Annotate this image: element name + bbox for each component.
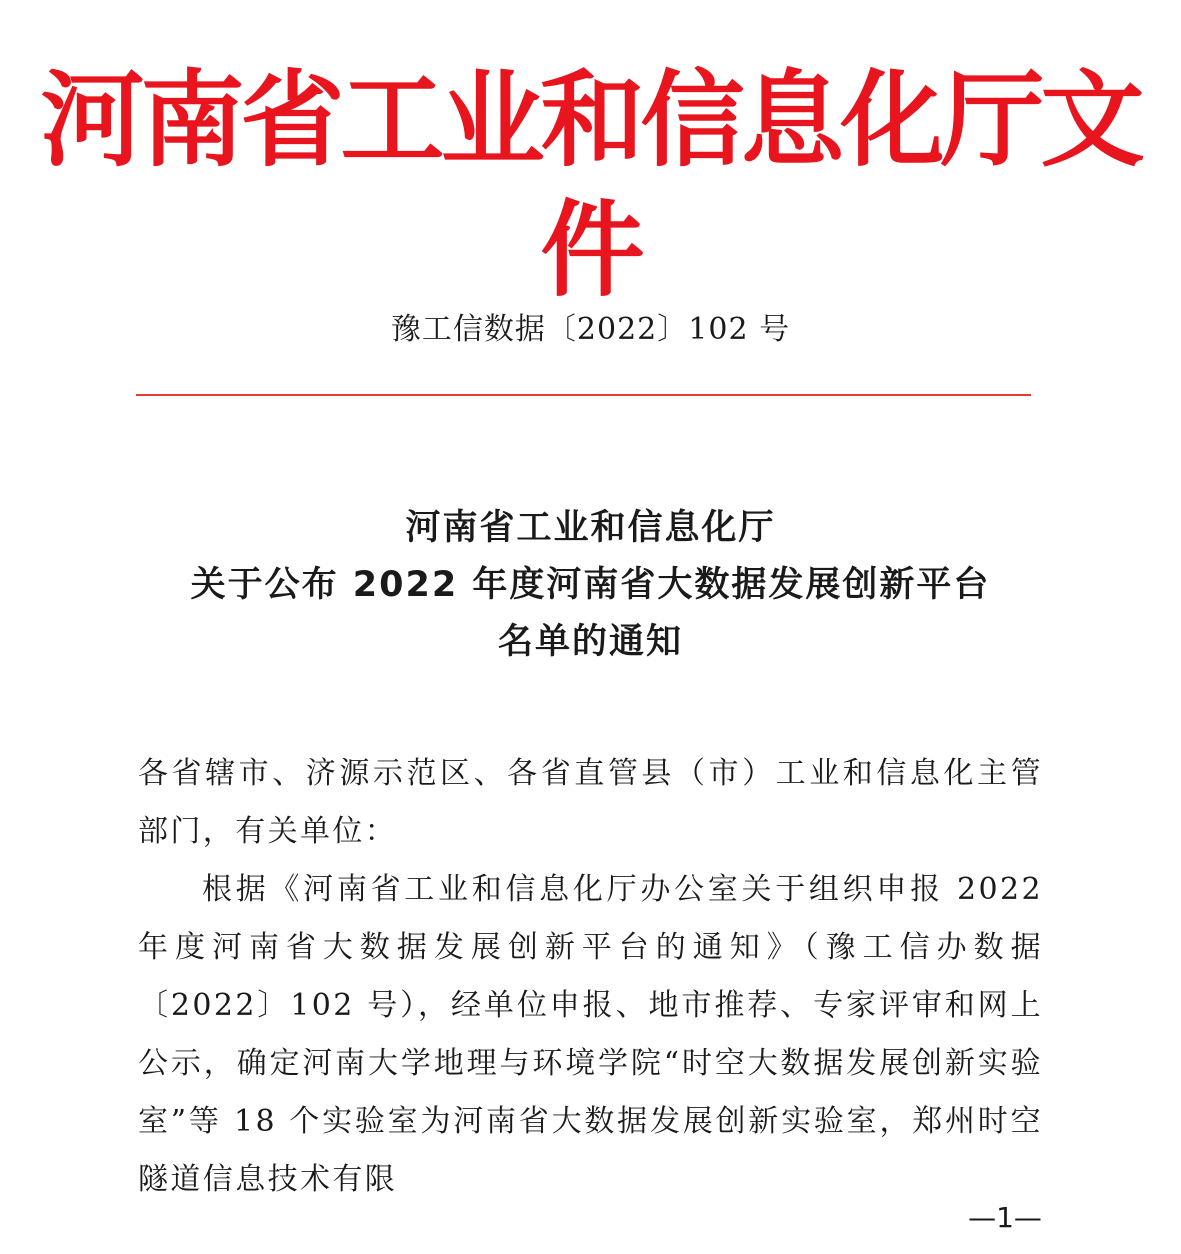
title-line-1: 河南省工业和信息化厅	[405, 508, 776, 548]
title-line-3: 名单的通知	[497, 622, 683, 662]
title-line-2: 关于公布 2022 年度河南省大数据发展创新平台	[190, 565, 991, 605]
red-header-title: 河南省工业和信息化厅文件	[40, 59, 1141, 311]
document-number: 豫工信数据〔2022〕102 号	[390, 312, 791, 347]
body-paragraph: 根据《河南省工业和信息化厅办公室关于组织申报 2022 年度河南省大数据发展创新平台的通知》（豫工信办数据〔2022〕102 号），经单位申报、地市推荐、专家评审和网上公示，确定河南大学地理与环境学院“时空大数据发展创新实验室”等 18 个实验室为河南省大数据发展创新实验室，郑州时空隧道信息技术有限	[138, 872, 1043, 1197]
addressee: 各省辖市、济源示范区、各省直管县（市）工业和信息化主管部门，有关单位：	[138, 756, 1043, 849]
notice-title	[0, 500, 1181, 671]
red-divider-line	[136, 394, 1031, 396]
page-number: —1—	[968, 1201, 1042, 1234]
notice-body	[138, 745, 1043, 1209]
